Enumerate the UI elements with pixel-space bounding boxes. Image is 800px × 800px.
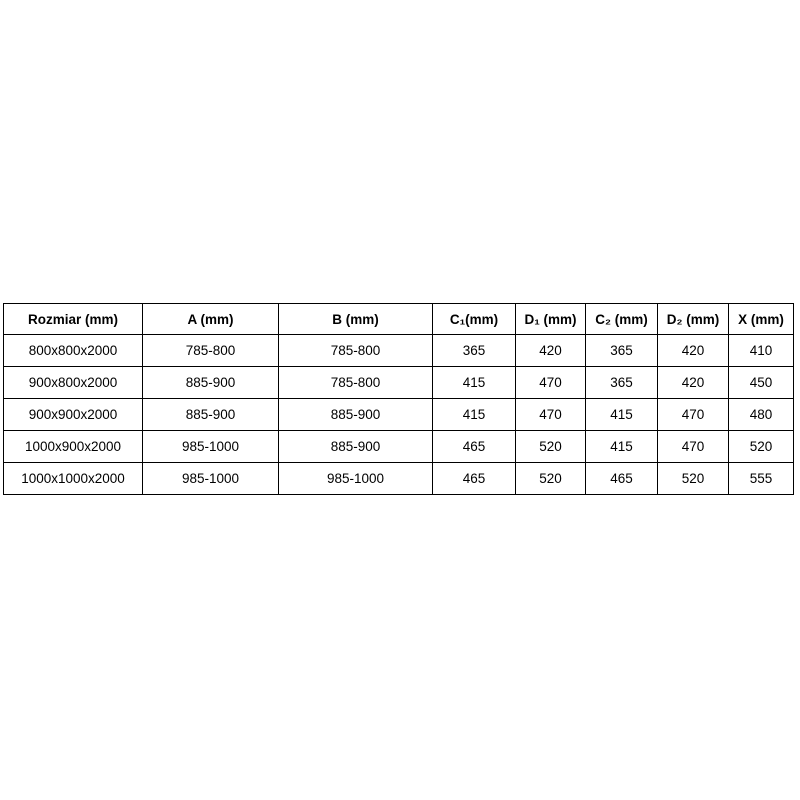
table-cell: 415 <box>433 399 516 431</box>
table-cell: 520 <box>729 431 794 463</box>
table-cell: 470 <box>516 399 586 431</box>
table-cell: 900x800x2000 <box>4 367 143 399</box>
table-cell: 885-900 <box>279 431 433 463</box>
table-cell: 480 <box>729 399 794 431</box>
table-cell: 785-800 <box>279 335 433 367</box>
table-cell: 365 <box>433 335 516 367</box>
header-cell-d1: D₁ (mm) <box>516 304 586 335</box>
table-cell: 785-800 <box>143 335 279 367</box>
table-cell: 365 <box>586 335 658 367</box>
table-cell: 800x800x2000 <box>4 335 143 367</box>
table-cell: 985-1000 <box>143 431 279 463</box>
table-row <box>4 367 794 399</box>
table-cell: 465 <box>433 431 516 463</box>
table-cell: 450 <box>729 367 794 399</box>
table-row <box>4 335 794 367</box>
table-cell: 885-900 <box>279 399 433 431</box>
header-cell-d2: D₂ (mm) <box>658 304 729 335</box>
table-cell: 785-800 <box>279 367 433 399</box>
header-cell-c2: C₂ (mm) <box>586 304 658 335</box>
table-cell: 1000x1000x2000 <box>4 463 143 495</box>
table-cell: 470 <box>658 431 729 463</box>
header-cell-b: B (mm) <box>279 304 433 335</box>
table-row <box>4 463 794 495</box>
table-cell: 465 <box>586 463 658 495</box>
table-cell: 1000x900x2000 <box>4 431 143 463</box>
table-cell: 420 <box>516 335 586 367</box>
table-row <box>4 399 794 431</box>
table-cell: 365 <box>586 367 658 399</box>
table-cell: 415 <box>586 399 658 431</box>
table-cell: 415 <box>586 431 658 463</box>
table-cell: 520 <box>658 463 729 495</box>
header-row <box>4 304 794 335</box>
table-cell: 470 <box>516 367 586 399</box>
spec-table-head <box>4 304 794 335</box>
spec-table <box>3 303 794 495</box>
header-cell-c1: C₁(mm) <box>433 304 516 335</box>
table-cell: 415 <box>433 367 516 399</box>
header-cell-x: X (mm) <box>729 304 794 335</box>
table-cell: 885-900 <box>143 399 279 431</box>
table-cell: 465 <box>433 463 516 495</box>
table-cell: 900x900x2000 <box>4 399 143 431</box>
table-cell: 555 <box>729 463 794 495</box>
table-cell: 885-900 <box>143 367 279 399</box>
table-cell: 470 <box>658 399 729 431</box>
table-row <box>4 431 794 463</box>
table-cell: 420 <box>658 367 729 399</box>
spec-table-body <box>4 335 794 495</box>
header-cell-a: A (mm) <box>143 304 279 335</box>
header-cell-rozmiar: Rozmiar (mm) <box>4 304 143 335</box>
table-cell: 420 <box>658 335 729 367</box>
table-cell: 520 <box>516 431 586 463</box>
table-cell: 410 <box>729 335 794 367</box>
table-cell: 985-1000 <box>279 463 433 495</box>
table-cell: 520 <box>516 463 586 495</box>
table-cell: 985-1000 <box>143 463 279 495</box>
